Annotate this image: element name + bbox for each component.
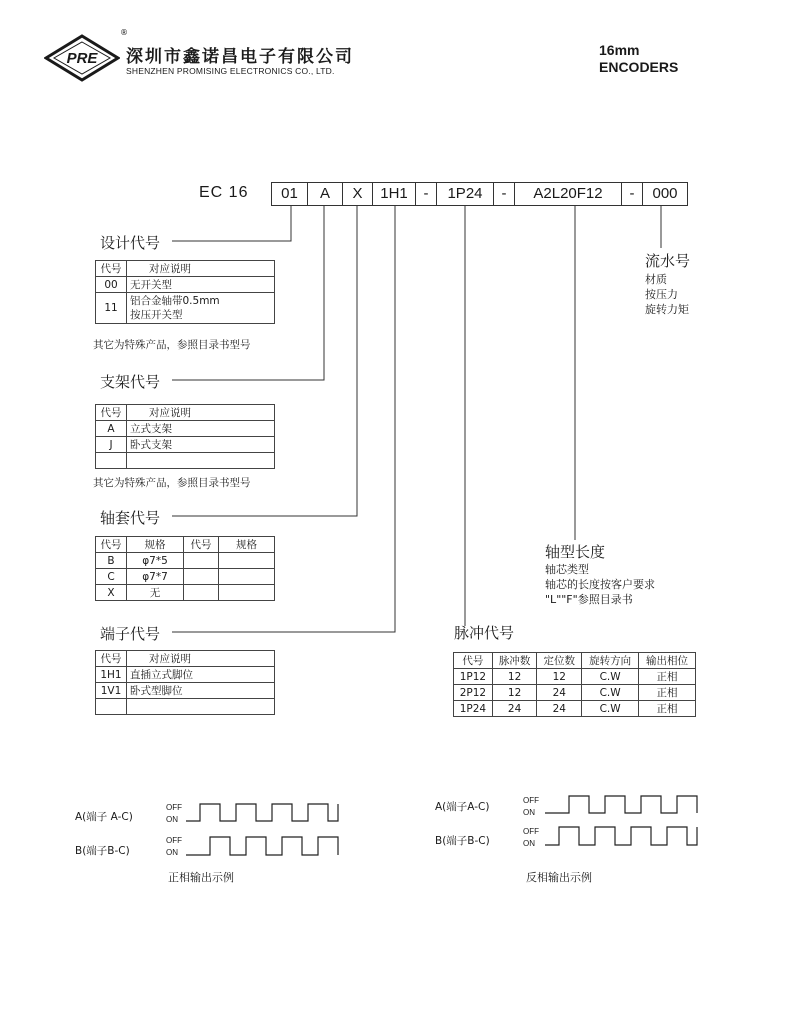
- neg-b-wave: [545, 827, 697, 845]
- bracket-table: [95, 404, 275, 469]
- table-cell: [184, 585, 219, 601]
- pos-caption: 正相输出示例: [168, 871, 234, 884]
- pos-b-onoff: [166, 835, 182, 859]
- neg-a-onoff: [523, 795, 539, 819]
- neg-caption: 反相输出示例: [526, 871, 592, 884]
- table-cell: C.W: [582, 701, 639, 717]
- table-header-cell: 代号: [96, 537, 127, 553]
- neg-waveform: [545, 793, 705, 853]
- sleeve-title: 轴套代号: [100, 509, 161, 527]
- neg-a-label: A(端子A-C): [435, 801, 490, 813]
- serial-desc: [645, 272, 689, 317]
- table-cell: [219, 585, 275, 601]
- table-cell: 正相: [639, 669, 696, 685]
- shaft-title: 轴型长度: [545, 543, 606, 561]
- design-title: 设计代号: [100, 234, 161, 252]
- table-cell: 1H1: [96, 667, 127, 683]
- off-label: OFF: [523, 796, 539, 805]
- table-cell: C.W: [582, 669, 639, 685]
- on-label: ON: [523, 808, 535, 817]
- table-row: [96, 699, 275, 715]
- table-header-row: [454, 653, 696, 669]
- on-label: ON: [523, 839, 535, 848]
- table-cell: [127, 699, 275, 715]
- table-cell-line: 铝合金轴带0.5mm: [130, 295, 220, 307]
- serial-desc-line: 材质: [645, 273, 667, 286]
- table-header-cell: 旋转方向: [582, 653, 639, 669]
- off-label: OFF: [523, 827, 539, 836]
- table-header-row: [96, 405, 275, 421]
- logo-text: PRE: [66, 50, 98, 67]
- table-cell-line: 按压开关型: [130, 309, 183, 321]
- serial-title: 流水号: [645, 252, 691, 270]
- table-row: [96, 585, 275, 601]
- table-cell: 无开关型: [127, 277, 275, 293]
- table-cell: C: [96, 569, 127, 585]
- table-row: [96, 683, 275, 699]
- table-cell: [219, 569, 275, 585]
- neg-b-label: B(端子B-C): [435, 835, 490, 847]
- table-row: [454, 669, 696, 685]
- code-sleeve: X: [342, 182, 373, 206]
- pos-b-label: B(端子B-C): [75, 845, 130, 857]
- table-cell: B: [96, 553, 127, 569]
- table-row: [96, 277, 275, 293]
- bracket-note: 其它为特殊产品，参照目录书型号: [93, 477, 251, 489]
- design-table: [95, 260, 275, 324]
- table-header-cell: 对应说明: [127, 261, 275, 277]
- table-row: [96, 453, 275, 469]
- table-cell: 卧式支架: [127, 437, 275, 453]
- table-row: [96, 569, 275, 585]
- table-row: [454, 701, 696, 717]
- table-row: [96, 553, 275, 569]
- on-label: ON: [166, 815, 178, 824]
- table-cell: 1V1: [96, 683, 127, 699]
- table-cell: 12: [537, 669, 582, 685]
- table-cell: 正相: [639, 701, 696, 717]
- off-label: OFF: [166, 836, 182, 845]
- code-dash-2: -: [493, 182, 515, 206]
- table-header-cell: 输出相位: [639, 653, 696, 669]
- table-cell: 正相: [639, 685, 696, 701]
- shaft-desc-line: "L""F"参照目录书: [545, 593, 633, 606]
- company-name-cn: 深圳市鑫诺昌电子有限公司: [126, 47, 354, 67]
- table-header-cell: 规格: [127, 537, 184, 553]
- table-cell: 24: [537, 701, 582, 717]
- table-cell: 无: [127, 585, 184, 601]
- table-cell: φ7*7: [127, 569, 184, 585]
- table-cell: 卧式型脚位: [127, 683, 275, 699]
- table-header-cell: 代号: [184, 537, 219, 553]
- off-label: OFF: [166, 803, 182, 812]
- bracket-title: 支架代号: [100, 373, 161, 391]
- table-row: [96, 421, 275, 437]
- shaft-desc-line: 轴芯类型: [545, 563, 589, 576]
- table-cell: C.W: [582, 685, 639, 701]
- pos-a-label: A(端子 A-C): [75, 811, 133, 823]
- table-header-cell: 代号: [96, 261, 127, 277]
- company-name-en: SHENZHEN PROMISING ELECTRONICS CO., LTD.: [126, 66, 335, 76]
- table-cell: 1P24: [454, 701, 493, 717]
- table-cell: [127, 293, 275, 324]
- table-header-cell: 脉冲数: [492, 653, 537, 669]
- table-cell: X: [96, 585, 127, 601]
- table-header-cell: 定位数: [537, 653, 582, 669]
- table-cell: φ7*5: [127, 553, 184, 569]
- code-bracket: A: [307, 182, 343, 206]
- shaft-desc-line: 轴芯的长度按客户要求: [545, 578, 655, 591]
- pos-a-wave: [186, 804, 338, 821]
- terminal-title: 端子代号: [100, 625, 161, 643]
- shaft-desc: [545, 562, 655, 607]
- table-row: [454, 685, 696, 701]
- table-cell: [184, 553, 219, 569]
- table-cell: [96, 699, 127, 715]
- table-cell: 直插立式脚位: [127, 667, 275, 683]
- table-cell: 1P12: [454, 669, 493, 685]
- table-cell: 立式支架: [127, 421, 275, 437]
- table-cell: 00: [96, 277, 127, 293]
- table-cell: [184, 569, 219, 585]
- table-cell: 11: [96, 293, 127, 324]
- registered-mark: ®: [120, 28, 128, 37]
- code-terminal: 1H1: [372, 182, 416, 206]
- table-header-cell: 代号: [454, 653, 493, 669]
- code-shaft: A2L20F12: [514, 182, 622, 206]
- table-cell: 2P12: [454, 685, 493, 701]
- neg-a-wave: [545, 796, 697, 813]
- pos-waveform: [186, 800, 346, 860]
- pulse-table: [453, 652, 696, 717]
- table-row: [96, 437, 275, 453]
- table-row: [96, 293, 275, 324]
- table-header-cell: 代号: [96, 405, 127, 421]
- serial-desc-line: 旋转力矩: [645, 303, 689, 316]
- table-cell: A: [96, 421, 127, 437]
- table-row: [96, 667, 275, 683]
- table-header-row: [96, 651, 275, 667]
- terminal-table: [95, 650, 275, 715]
- pos-a-onoff: [166, 802, 182, 826]
- table-cell: 24: [492, 701, 537, 717]
- table-cell: [96, 453, 127, 469]
- table-header-cell: 代号: [96, 651, 127, 667]
- table-header-row: [96, 537, 275, 553]
- serial-desc-line: 按压力: [645, 288, 678, 301]
- code-pulse: 1P24: [436, 182, 494, 206]
- product-size: 16mm: [599, 42, 640, 58]
- on-label: ON: [166, 848, 178, 857]
- table-header-cell: 对应说明: [127, 405, 275, 421]
- table-cell: 12: [492, 669, 537, 685]
- code-dash-3: -: [621, 182, 643, 206]
- sleeve-table: [95, 536, 275, 601]
- table-header-row: [96, 261, 275, 277]
- table-cell: J: [96, 437, 127, 453]
- code-dash-1: -: [415, 182, 437, 206]
- product-type: ENCODERS: [599, 59, 679, 75]
- pos-b-wave: [186, 837, 338, 855]
- neg-b-onoff: [523, 826, 539, 850]
- table-header-cell: 规格: [219, 537, 275, 553]
- table-cell: [219, 553, 275, 569]
- code-design: 01: [271, 182, 308, 206]
- code-serial: 000: [642, 182, 688, 206]
- table-header-cell: 对应说明: [127, 651, 275, 667]
- pulse-title: 脉冲代号: [454, 624, 515, 642]
- table-cell: [127, 453, 275, 469]
- design-note: 其它为特殊产品，参照目录书型号: [93, 339, 251, 351]
- table-cell: 24: [537, 685, 582, 701]
- table-cell: 12: [492, 685, 537, 701]
- code-prefix: EC 16: [199, 184, 249, 201]
